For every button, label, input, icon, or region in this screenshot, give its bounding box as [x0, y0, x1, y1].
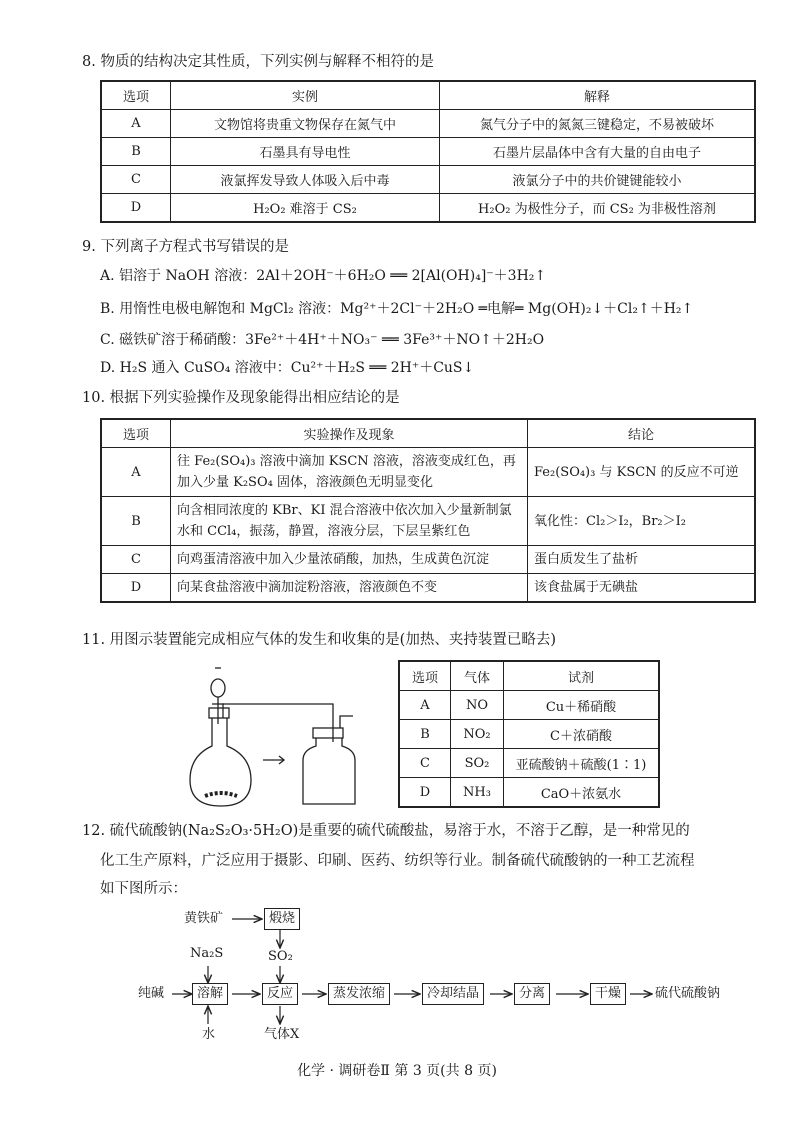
- cell: B: [101, 497, 171, 546]
- table-row: [399, 778, 659, 808]
- cell: Cu＋稀硝酸: [504, 691, 660, 720]
- flow-dissolve-box: 溶解: [192, 983, 228, 1005]
- cell: H₂O₂ 难溶于 CS₂: [171, 194, 440, 223]
- table-row: [399, 749, 659, 778]
- q12-line-3: 如下图所示：: [100, 881, 187, 897]
- q12-line-2: 化工生产原料，广泛应用于摄影、印刷、医药、纺织等行业。制备硫代硫酸钠的一种工艺流程: [100, 853, 695, 869]
- q10-header-conclusion: 结论: [528, 419, 756, 448]
- cell: 石墨片层晶体中含有大量的自由电子: [440, 138, 756, 166]
- q10-header-procedure: 实验操作及现象: [171, 419, 528, 448]
- q9-option-b: B. 用惰性电极电解饱和 MgCl₂ 溶液：Mg²⁺＋2Cl⁻＋2H₂O ═电解═ Mg(OH)₂↓＋Cl₂↑＋H₂↑: [100, 301, 694, 317]
- cell: 向含相同浓度的 KBr、KI 混合溶液中依次加入少量新制氯水和 CCl₄，振荡，静置，溶液分层，下层呈紫红色: [171, 497, 528, 546]
- cell: C: [399, 749, 451, 778]
- cell: NH₃: [451, 778, 504, 808]
- table-row: [101, 194, 755, 223]
- cell: 液氯挥发导致人体吸入后中毒: [171, 166, 440, 194]
- flow-pyrite: 黄铁矿: [184, 911, 224, 926]
- cell: SO₂: [451, 749, 504, 778]
- flow-soda: 纯碱: [138, 986, 165, 1001]
- q9-option-c: C. 磁铁矿溶于稀硝酸：3Fe²⁺＋4H⁺＋NO₃⁻ ══ 3Fe³⁺＋NO↑＋2H₂O: [100, 332, 545, 348]
- apparatus-diagram: [185, 664, 365, 812]
- cell: Fe₂(SO₄)₃ 与 KSCN 的反应不可逆: [528, 448, 756, 497]
- table-row: [101, 166, 755, 194]
- q11-header-reagent: 试剂: [504, 661, 660, 691]
- flow-product: 硫代硫酸钠: [655, 986, 721, 1001]
- flow-na2s: Na₂S: [190, 946, 224, 961]
- q11-stem: 11. 用图示装置能完成相应气体的发生和收集的是(加热、夹持装置已略去): [82, 632, 556, 648]
- table-row: [399, 691, 659, 720]
- q8-table: [100, 80, 756, 223]
- flow-so2: SO₂: [268, 949, 293, 964]
- q9-option-a: A. 铝溶于 NaOH 溶液：2Al＋2OH⁻＋6H₂O ══ 2[Al(OH)₄]⁻＋3H₂↑: [100, 268, 547, 284]
- flow-water: 水: [202, 1027, 216, 1042]
- flow-arrows: [0, 900, 794, 1050]
- table-row: [399, 720, 659, 749]
- cell: 亚硫酸钠＋硫酸(1∶1): [504, 749, 660, 778]
- cell: H₂O₂ 为极性分子，而 CS₂ 为非极性溶剂: [440, 194, 756, 223]
- flow-dry-box: 干燥: [590, 983, 626, 1005]
- flow-react-box: 反应: [262, 983, 298, 1005]
- cell: D: [101, 574, 171, 603]
- q8-header-option: 选项: [101, 81, 171, 110]
- flow-evaporate-box: 蒸发浓缩: [328, 983, 390, 1005]
- q10-header-option: 选项: [101, 419, 171, 448]
- cell: NO₂: [451, 720, 504, 749]
- q8-header-example: 实例: [171, 81, 440, 110]
- cell: B: [399, 720, 451, 749]
- table-row: [101, 138, 755, 166]
- q8-stem: 8. 物质的结构决定其性质，下列实例与解释不相符的是: [82, 54, 434, 70]
- flow-cool-box: 冷却结晶: [422, 983, 484, 1005]
- cell: D: [399, 778, 451, 808]
- flow-roast-box: 煅烧: [264, 908, 300, 930]
- table-row: [101, 546, 755, 574]
- table-row: [101, 448, 755, 497]
- cell: 石墨具有导电性: [171, 138, 440, 166]
- q10-table: [100, 418, 756, 603]
- q11-header-option: 选项: [399, 661, 451, 691]
- table-row: [101, 110, 755, 138]
- cell: C: [101, 166, 171, 194]
- cell: C＋浓硝酸: [504, 720, 660, 749]
- page-footer: 化学 · 调研卷Ⅱ 第 3 页(共 8 页): [297, 1063, 497, 1079]
- flow-separate-box: 分离: [514, 983, 550, 1005]
- cell: 向鸡蛋清溶液中加入少量浓硝酸，加热，生成黄色沉淀: [171, 546, 528, 574]
- cell: NO: [451, 691, 504, 720]
- cell: A: [399, 691, 451, 720]
- cell: 蛋白质发生了盐析: [528, 546, 756, 574]
- q9-stem: 9. 下列离子方程式书写错误的是: [82, 239, 289, 255]
- cell: 文物馆将贵重文物保存在氮气中: [171, 110, 440, 138]
- cell: 液氯分子中的共价键键能较小: [440, 166, 756, 194]
- cell: 该食盐属于无碘盐: [528, 574, 756, 603]
- q11-header-gas: 气体: [451, 661, 504, 691]
- q9-option-d: D. H₂S 通入 CuSO₄ 溶液中：Cu²⁺＋H₂S ══ 2H⁺＋CuS↓: [100, 360, 475, 376]
- cell: CaO＋浓氨水: [504, 778, 660, 808]
- cell: C: [101, 546, 171, 574]
- q12-line-1: 12. 硫代硫酸钠(Na₂S₂O₃·5H₂O)是重要的硫代硫酸盐，易溶于水，不溶于乙醇，是一种常见的: [82, 823, 690, 839]
- cell: 氮气分子中的氮氮三键稳定，不易被破坏: [440, 110, 756, 138]
- q10-stem: 10. 根据下列实验操作及现象能得出相应结论的是: [82, 390, 400, 406]
- table-row: [101, 497, 755, 546]
- q8-header-explain: 解释: [440, 81, 756, 110]
- cell: 氧化性：Cl₂＞I₂，Br₂＞I₂: [528, 497, 756, 546]
- cell: 向某食盐溶液中滴加淀粉溶液，溶液颜色不变: [171, 574, 528, 603]
- flow-gas-x: 气体X: [264, 1027, 300, 1042]
- cell: B: [101, 138, 171, 166]
- cell: D: [101, 194, 171, 223]
- cell: A: [101, 110, 171, 138]
- table-row: [101, 574, 755, 603]
- cell: 往 Fe₂(SO₄)₃ 溶液中滴加 KSCN 溶液，溶液变成红色，再加入少量 K₂SO₄ 固体，溶液颜色无明显变化: [171, 448, 528, 497]
- q11-table: [398, 660, 660, 808]
- cell: A: [101, 448, 171, 497]
